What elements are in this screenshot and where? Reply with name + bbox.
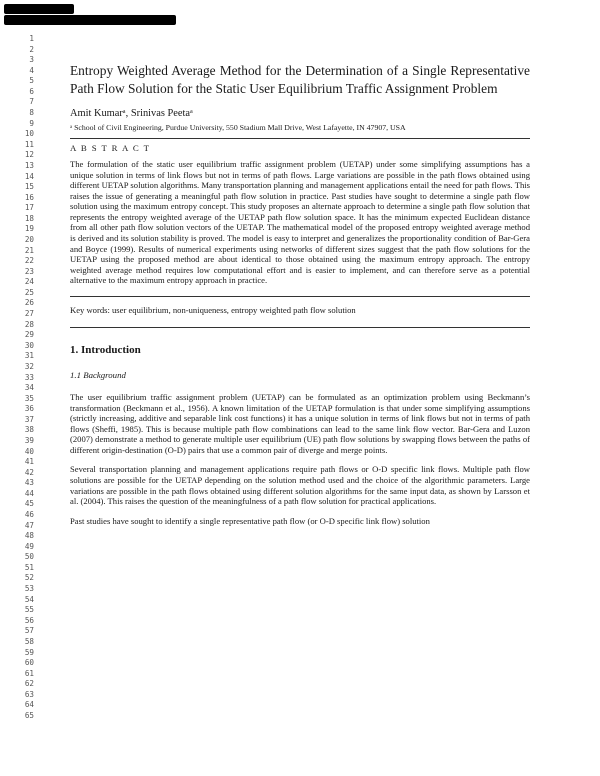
keywords-bottom-rule	[70, 327, 530, 328]
subsection-heading: 1.1 Background	[70, 369, 126, 380]
body-paragraph-2: Several transportation planning and management applications require path flows or O-D specific link flows. Multiple path flow solutions are possible for the UETAP depending on the solution method used and the choice of the algorithmic parameters. Large variations are possible in the path flows obtained using different solution algorithms for the same input data, as shown by Larsson et al. (2004). This raises the question of the meaningfulness of a path flow solution for practical applications.	[70, 464, 530, 507]
line-number: 19	[24, 224, 34, 234]
line-number: 18	[24, 213, 34, 223]
line-number: 21	[24, 245, 34, 255]
line-number: 61	[24, 668, 34, 678]
abstract-text: The formulation of the static user equilibrium traffic assignment problem (UETAP) under some simplifying assumptions has a unique solution in terms of link flows but not in terms of path flows. Large variations are possible in the path flows obtained using different UETAP solution algorithms. Many transportation planning and management applications entail the need for path flows. This raises the issue of generating a meaningful path flow solution in practice. Past studies have sought to determine a single path flow solution using the maximum entropy concept. This study proposes an alternate approach to determine a single path flow solution that represents the entropy weighted average of the UETAP path flow solution space. It has the minimum expected Euclidean distance from all other path flow solution vectors of the UETAP. The mathematical model of the proposed entropy weighted average method is derived and its solution stability is proved. The model is easy to interpret and generalizes the proportionality condition of Bar-Gera and Boyce (1999). Results of numerical experiments using networks of different sizes suggest that the path flow solutions for the UETAP using the proposed method are about identical to those obtained using the maximum entropy approach. The entropy weighted average method requires low computational effort and is easier to implement, and can therefore serve as a potential alternative to the maximum entropy approach in practice.	[70, 159, 530, 286]
line-number: 4	[29, 65, 34, 75]
line-number: 65	[24, 711, 34, 720]
line-number: 54	[24, 594, 34, 604]
line-number: 45	[24, 499, 34, 509]
line-number: 20	[24, 234, 34, 244]
line-number: 31	[24, 351, 34, 361]
line-number: 35	[24, 393, 34, 403]
line-number: 64	[24, 700, 34, 710]
line-number: 37	[24, 414, 34, 424]
line-number: 5	[29, 76, 34, 86]
line-number: 30	[24, 340, 34, 350]
line-number: 41	[24, 457, 34, 467]
line-number: 12	[24, 150, 34, 160]
line-number: 9	[29, 118, 34, 128]
author-affiliation: ᵃ School of Civil Engineering, Purdue University, 550 Stadium Mall Drive, West Lafayette, IN 47907, USA	[70, 123, 406, 132]
redacted-header-bar-2	[4, 15, 176, 25]
paper-title: Entropy Weighted Average Method for the Determination of a Single Representative Path Flow Solution for the Static User Equilibrium Traffic Assignment Problem	[70, 63, 530, 96]
abstract-heading: A B S T R A C T	[70, 143, 151, 153]
line-number: 46	[24, 510, 34, 520]
line-number: 26	[24, 298, 34, 308]
line-number: 57	[24, 626, 34, 636]
line-number: 63	[24, 689, 34, 699]
line-number: 29	[24, 330, 34, 340]
line-number: 48	[24, 531, 34, 541]
line-number: 39	[24, 435, 34, 445]
line-number: 14	[24, 171, 34, 181]
abstract-bottom-rule	[70, 296, 530, 297]
section-heading: 1. Introduction	[70, 343, 141, 356]
line-number: 58	[24, 636, 34, 646]
line-number: 22	[24, 256, 34, 266]
line-number: 7	[29, 97, 34, 107]
redacted-header-bar-1	[4, 4, 74, 14]
line-number: 27	[24, 309, 34, 319]
line-number: 56	[24, 615, 34, 625]
line-number: 13	[24, 160, 34, 170]
line-number: 60	[24, 658, 34, 668]
line-number: 11	[24, 139, 34, 149]
line-number: 10	[24, 129, 34, 139]
line-number: 8	[29, 108, 34, 118]
line-number: 59	[24, 647, 34, 657]
line-number: 38	[24, 425, 34, 435]
line-number: 3	[29, 55, 34, 65]
line-number: 17	[24, 203, 34, 213]
line-number: 40	[24, 446, 34, 456]
line-number: 23	[24, 266, 34, 276]
line-number: 24	[24, 277, 34, 287]
line-number: 50	[24, 552, 34, 562]
line-number: 32	[24, 361, 34, 371]
line-number: 34	[24, 383, 34, 393]
line-number: 16	[24, 192, 34, 202]
line-number: 55	[24, 605, 34, 615]
line-number: 51	[24, 562, 34, 572]
paper-authors: Amit Kumarᵃ, Srinivas Peetaᵃ	[70, 108, 193, 119]
line-number: 2	[29, 44, 34, 54]
paper-body	[70, 62, 530, 535]
line-number: 52	[24, 573, 34, 583]
line-number: 49	[24, 541, 34, 551]
body-paragraph-1: The user equilibrium traffic assignment problem (UETAP) can be formulated as an optimization problem using Beckmann’s transformation (Beckmann et al., 1956). A known limitation of the UETAP formulation is that under some simplifying assumptions (strictly increasing, additive and separable link cost functions) it has a unique solution in terms of link flows but not in terms of path flows (Sheffi, 1985). This is because multiple path flow combinations can lead to the same link flow vector. Bar-Gera and Luzon (2007) demonstrate a method to generate multiple user equilibrium (UE) path flow solutions by swapping flows between the paths of different origin-destination (O-D) pairs that use a common pair of diverge and merge points.	[70, 391, 530, 455]
line-number: 47	[24, 520, 34, 530]
keywords: Key words: user equilibrium, non-uniqueness, entropy weighted path flow solution	[70, 304, 356, 315]
line-number: 28	[24, 319, 34, 329]
line-numbers	[6, 34, 34, 722]
line-number: 6	[29, 86, 34, 96]
body-paragraph-3: Past studies have sought to identify a single representative path flow (or O-D specific link flow) solution	[70, 515, 430, 526]
line-number: 1	[29, 34, 34, 43]
line-number: 53	[24, 584, 34, 594]
line-number: 42	[24, 467, 34, 477]
line-number: 36	[24, 404, 34, 414]
line-number: 62	[24, 679, 34, 689]
line-number: 25	[24, 287, 34, 297]
line-number: 15	[24, 182, 34, 192]
line-number: 43	[24, 478, 34, 488]
line-number: 33	[24, 372, 34, 382]
abstract-top-rule	[70, 138, 530, 139]
line-number: 44	[24, 488, 34, 498]
